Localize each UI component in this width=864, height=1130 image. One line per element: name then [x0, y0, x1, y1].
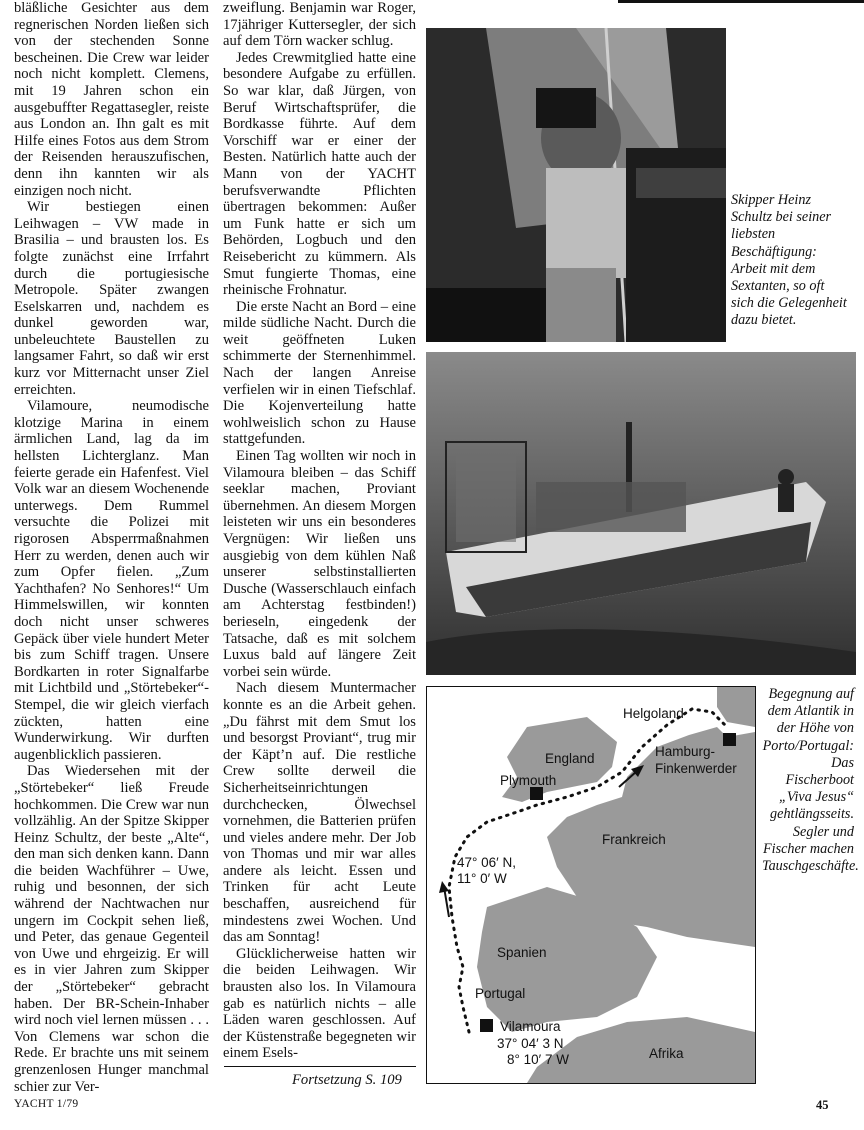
article-paragraph: Vilamoure, neumodische klotzige Marina in einem ärmlichen Land, lag da im hellsten Lichterglanz. Man feierte gerade ein Hafenfest. Viel Volk war an diesem Wochenende unterwegs. Dem Rummel versuchte die Polizei mit rigorosen Absperrmaßnahmen Herr zu werden, denen auch wir zum Opfer fielen. „Zum Yachthafen? No Senhores!“ Um Himmelswillen, wir konnten doch nicht unser schweres Gepäck über viele hundert Meter bis zum Schiff tragen. Unsere Bordkarten in roter Signalfarbe mit Lichtbild und „Störtebeker“-Stempel, die wir gleich vierfach zückten, hatten eine Wunderwirkung. Wir durften augenblicklich passieren.: [14, 398, 209, 763]
footer-magazine-issue: YACHT 1/79: [14, 1098, 79, 1110]
article-paragraph: Glücklicherweise hatten wir die beiden Leihwagen. Wir brausten also los. In Vilamoura gab es natürlich nichts – alle Läden waren geschlossen. Auf der Küstenstraße begegneten wir einem Esels-: [223, 945, 416, 1062]
map-label-coord2-lat: 37° 04′ 3 N: [497, 1036, 564, 1051]
map-label-spanien: Spanien: [497, 945, 547, 960]
article-paragraph: Wir bestiegen einen Leihwagen – VW made in Brasilia – und brausten los. Es folgte zunächst eine Irrfahrt durch die portugiesische Metropole. Später zwangen Eselskarren und, nachdem es dunkel geworden war, unbeleuchtete Baustellen zu langsamer Fahrt, so daß wir erst kurz vor Mitternacht unser Ziel erreichten.: [14, 199, 209, 398]
vilamoura-marker-icon: [480, 1019, 493, 1032]
map-label-helgoland: Helgoland: [623, 706, 684, 721]
article-paragraph: zweiflung. Benjamin war Roger, 17jähriger Kuttersegler, der sich auf dem Törn wacker schlug.: [223, 0, 416, 50]
article-paragraph: Jedes Crewmitglied hatte eine besondere Aufgabe zu erfüllen. So war klar, daß Jürgen, von Beruf Wirtschaftsprüfer, die Bordkasse führte. Auf dem Vorschiff war er einer der Besten. Natürlich hatte auch der Mann von der YACHT berufsverwandte Pflichten übertragen bekommen: Außer um Funk hatte er sich um Behörden, Logbuch und den Reisebericht zu kümmern. Als Smut fungierte Thomas, eine rheinische Frohnatur.: [223, 49, 416, 299]
map-label-england: England: [545, 751, 595, 766]
map-label-vilamoura: Vilamoura: [500, 1019, 561, 1034]
route-map: [426, 686, 756, 1084]
continuation-note: Fortsetzung S. 109: [292, 1072, 402, 1088]
article-paragraph: Das Wiedersehen mit der „Störtebeker“ ließ Freude hochkommen. Die Crew war nun vollzählig. An der Spitze Skipper Heinz Schultz, der beste „Alte“, den man sich denken kann. Dann die beiden Wachführer – Uwe, ruhig und besonnen, der sich während der Nachtwachen nur ungern im Cockpit sehen ließ, und Peter, das genaue Gegenteil von Uwe und ehrgeizig. Er will es in vier Jahren zum Skipper der „Störtebeker“ gebracht haben. Der BR-Schein-Inhaber wird noch viel lernen müssen . . . Von Clemens war schon die Rede. Er brachte uns mit seinem grenzenlosen Hunger manchmal schier zur Ver-: [14, 763, 209, 1095]
photo-fishing-boat: [426, 352, 856, 675]
photo-skipper-sextant-illustration: [426, 28, 726, 342]
route-map-svg: [427, 687, 755, 1083]
top-rule: [618, 0, 864, 3]
continuation-rule: [224, 1066, 416, 1067]
text-column-2: [223, 0, 416, 1062]
map-label-hamburg: Hamburg-: [655, 744, 716, 759]
photo-skipper-sextant: [426, 28, 726, 342]
caption-photo-1: Skipper Heinz Schultz bei seiner liebsten Beschäftigung: Arbeit mit dem Sextanten, so oft sich die Gelegenheit dazu bietet.: [731, 192, 847, 329]
map-label-finkenwerder: Finkenwerder: [655, 761, 737, 776]
map-label-frankreich: Frankreich: [602, 832, 666, 847]
caption-photo-2: Begegnung auf dem Atlantik in der Höhe von Porto/Portugal: Das Fischerboot „Viva Jesus“ gehtlängsseits. Segler und Fischer machen Tauschgeschäfte.: [762, 686, 859, 875]
article-paragraph: Nach diesem Muntermacher konnte es an die Arbeit gehen. „Du fährst mit dem Smut los und besorgst Proviant“, trug mir der Käpt’n auf. Die restliche Crew sollte derweil die Sicherheitseinrichtungen durchchecken, Ölwechsel vornehmen, die Batterien prüfen und vieles andere mehr. Der Job von Thomas und mir war alles andere als leicht. Essen und Trinken für acht Leute beschaffen, ausreichend für mindestens zwei Wochen. Und das am Sonntag!: [223, 680, 416, 946]
map-label-afrika: Afrika: [649, 1046, 684, 1061]
hamburg-marker-icon: [723, 733, 736, 746]
text-column-1: [14, 0, 209, 1095]
footer-page-number: 45: [816, 1098, 829, 1112]
article-paragraph: Die erste Nacht an Bord – eine milde südliche Nacht. Durch die weit geöffneten Luken schimmerte der Sternenhimmel. Nach der langen Anreise verfielen wir in einen Tiefschlaf. Die Kojenverteilung hatte wohlweislich schon zu Hause stattgefunden.: [223, 298, 416, 448]
map-label-plymouth: Plymouth: [500, 773, 557, 788]
map-label-coord1-lon: 11° 0′ W: [457, 871, 507, 886]
map-label-portugal: Portugal: [475, 986, 526, 1001]
article-paragraph: Einen Tag wollten wir noch in Vilamoura bleiben – das Schiff seeklar machen, Proviant übernehmen. An diesem Morgen leisteten wir uns ein besonderes Vergnügen: Wir ließen uns ausgiebig von dem kühlen Naß unserer selbstinstallierten Dusche (Wasserschlauch einfach am Achterstag festbinden!) berieseln, eingedenk der Tatsache, daß es mit solchem Luxus bald auf längere Zeit vorbei sein würde.: [223, 448, 416, 680]
photo-fishing-boat-illustration: [426, 352, 856, 675]
plymouth-marker-icon: [530, 787, 543, 800]
map-label-coord2-lon: 8° 10′ 7 W: [507, 1052, 569, 1067]
article-paragraph: bläßliche Gesichter aus dem regnerischen Norden ließen sich von der stechenden Sonne bescheinen. Die Crew war leider noch nicht komplett. Clemens, mit 19 Jahren schon ein ausgebuffter Regattasegler, reiste aus London an. Ihn galt es mit Hilfe eines Fotos aus dem Strom der Reisenden herauszufischen, denn ihn kannten wir als einzigen noch nicht.: [14, 0, 209, 199]
map-label-coord1-lat: 47° 06′ N,: [457, 855, 516, 870]
